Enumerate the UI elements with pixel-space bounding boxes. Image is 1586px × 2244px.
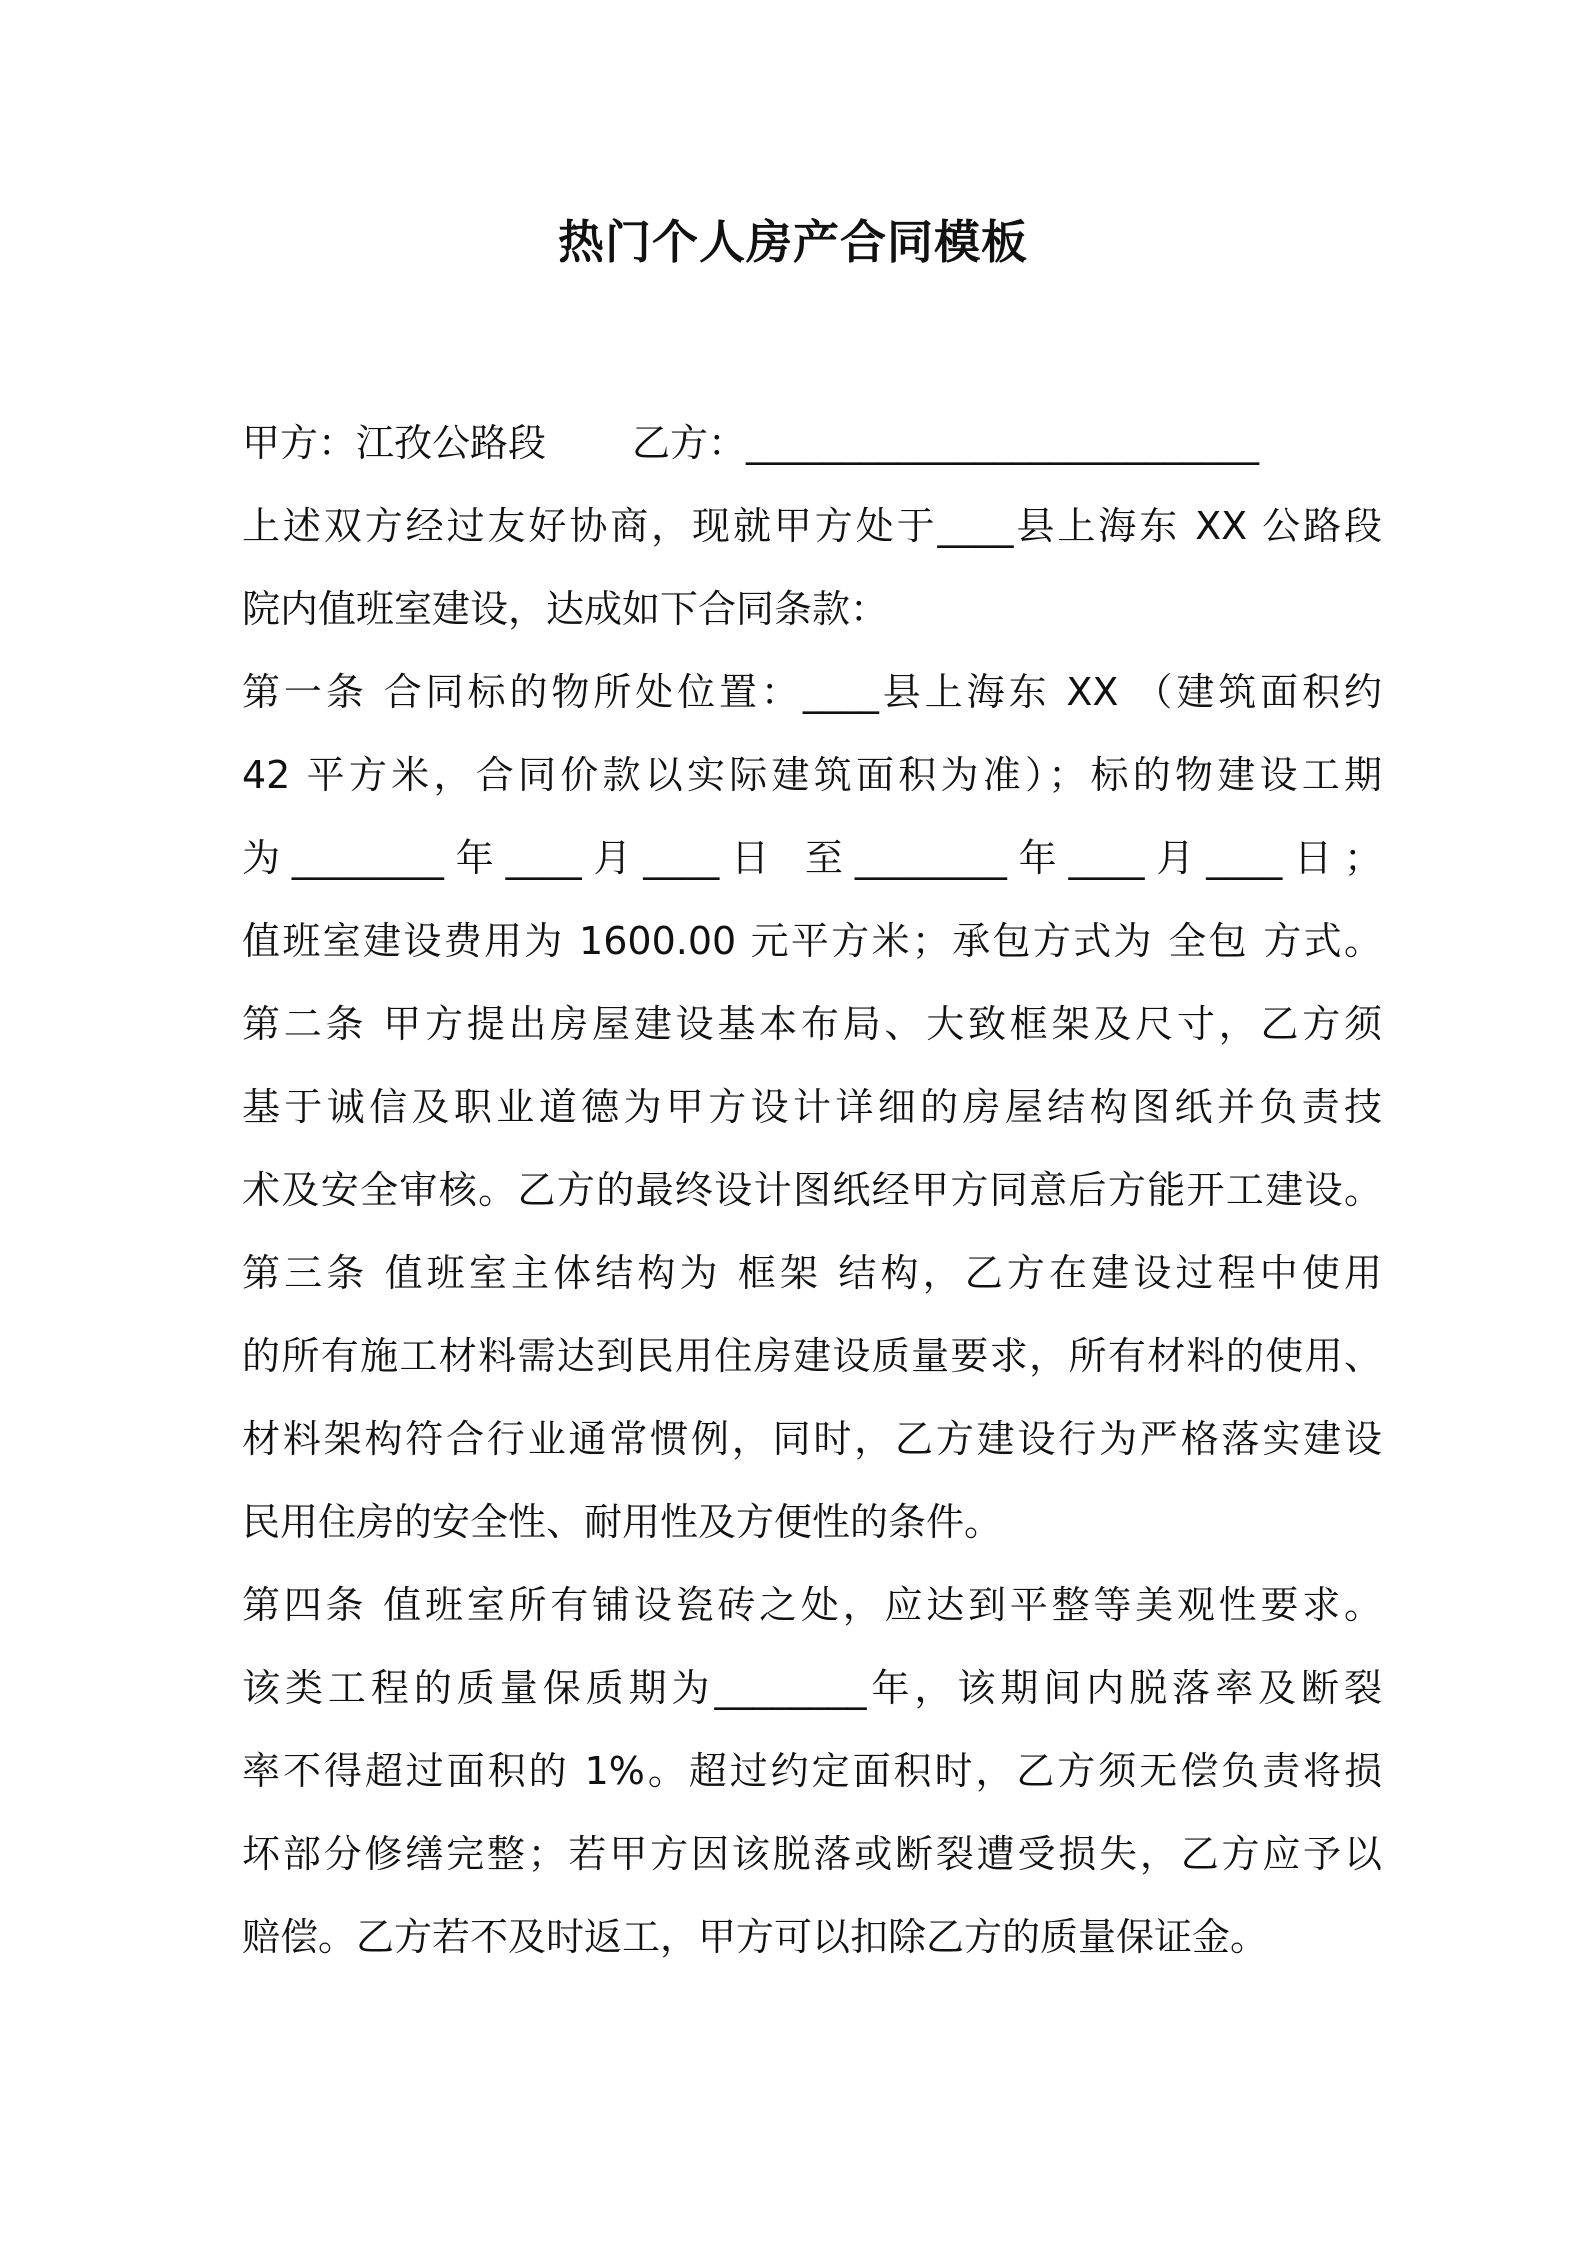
text-line: 上述双方经过友好协商，现就甲方处于____县上海东 XX 公路段 (242, 504, 1382, 548)
text-line: 材料架构符合行业通常惯例，同时，乙方建设行为严格落实建设 (242, 1417, 1382, 1461)
text-line: 赔偿。乙方若不及时返工，甲方可以扣除乙方的质量保证金。 (242, 1915, 1269, 1959)
clause-1-line: 第一条 合同标的物所处位置：____县上海东 XX （建筑面积约 (242, 670, 1382, 714)
document-title: 热门个人房产合同模板 (558, 215, 1028, 269)
clause-2-line: 第二条 甲方提出房屋建设基本布局、大致框架及尺寸，乙方须 (242, 1002, 1382, 1046)
contract-body (242, 402, 1382, 1979)
text-line: 院内值班室建设，达成如下合同条款： (242, 587, 889, 631)
parties-line (242, 402, 1382, 485)
text-line: 率不得超过面积的 1%。超过约定面积时，乙方须无偿负责将损 (242, 1749, 1382, 1793)
text-line: 民用住房的安全性、耐用性及方便性的条件。 (242, 1500, 1003, 1544)
text-line: 值班室建设费用为 1600.00 元平方米；承包方式为 全包 方式。 (242, 919, 1382, 963)
text-line: 为________年____月____日 至________年____月____日； (242, 836, 1382, 880)
text-line: 42 平方米，合同价款以实际建筑面积为准）；标的物建设工期 (242, 753, 1382, 797)
text-line: 该类工程的质量保质期为________年，该期间内脱落率及断裂 (242, 1666, 1382, 1710)
clause-3-line: 第三条 值班室主体结构为 框架 结构，乙方在建设过程中使用 (242, 1251, 1382, 1295)
text-line: 术及安全审核。乙方的最终设计图纸经甲方同意后方能开工建设。 (242, 1168, 1382, 1212)
clause-4-line: 第四条 值班室所有铺设瓷砖之处，应达到平整等美观性要求。 (242, 1583, 1382, 1627)
party-b: 乙方：___________________________ (632, 421, 1260, 465)
text-line: 基于诚信及职业道德为甲方设计详细的房屋结构图纸并负责技 (242, 1085, 1382, 1129)
party-a: 甲方：江孜公路段 (242, 421, 547, 465)
text-line: 的所有施工材料需达到民用住房建设质量要求，所有材料的使用、 (242, 1334, 1382, 1378)
text-line: 坏部分修缮完整；若甲方因该脱落或断裂遭受损失，乙方应予以 (242, 1832, 1382, 1876)
